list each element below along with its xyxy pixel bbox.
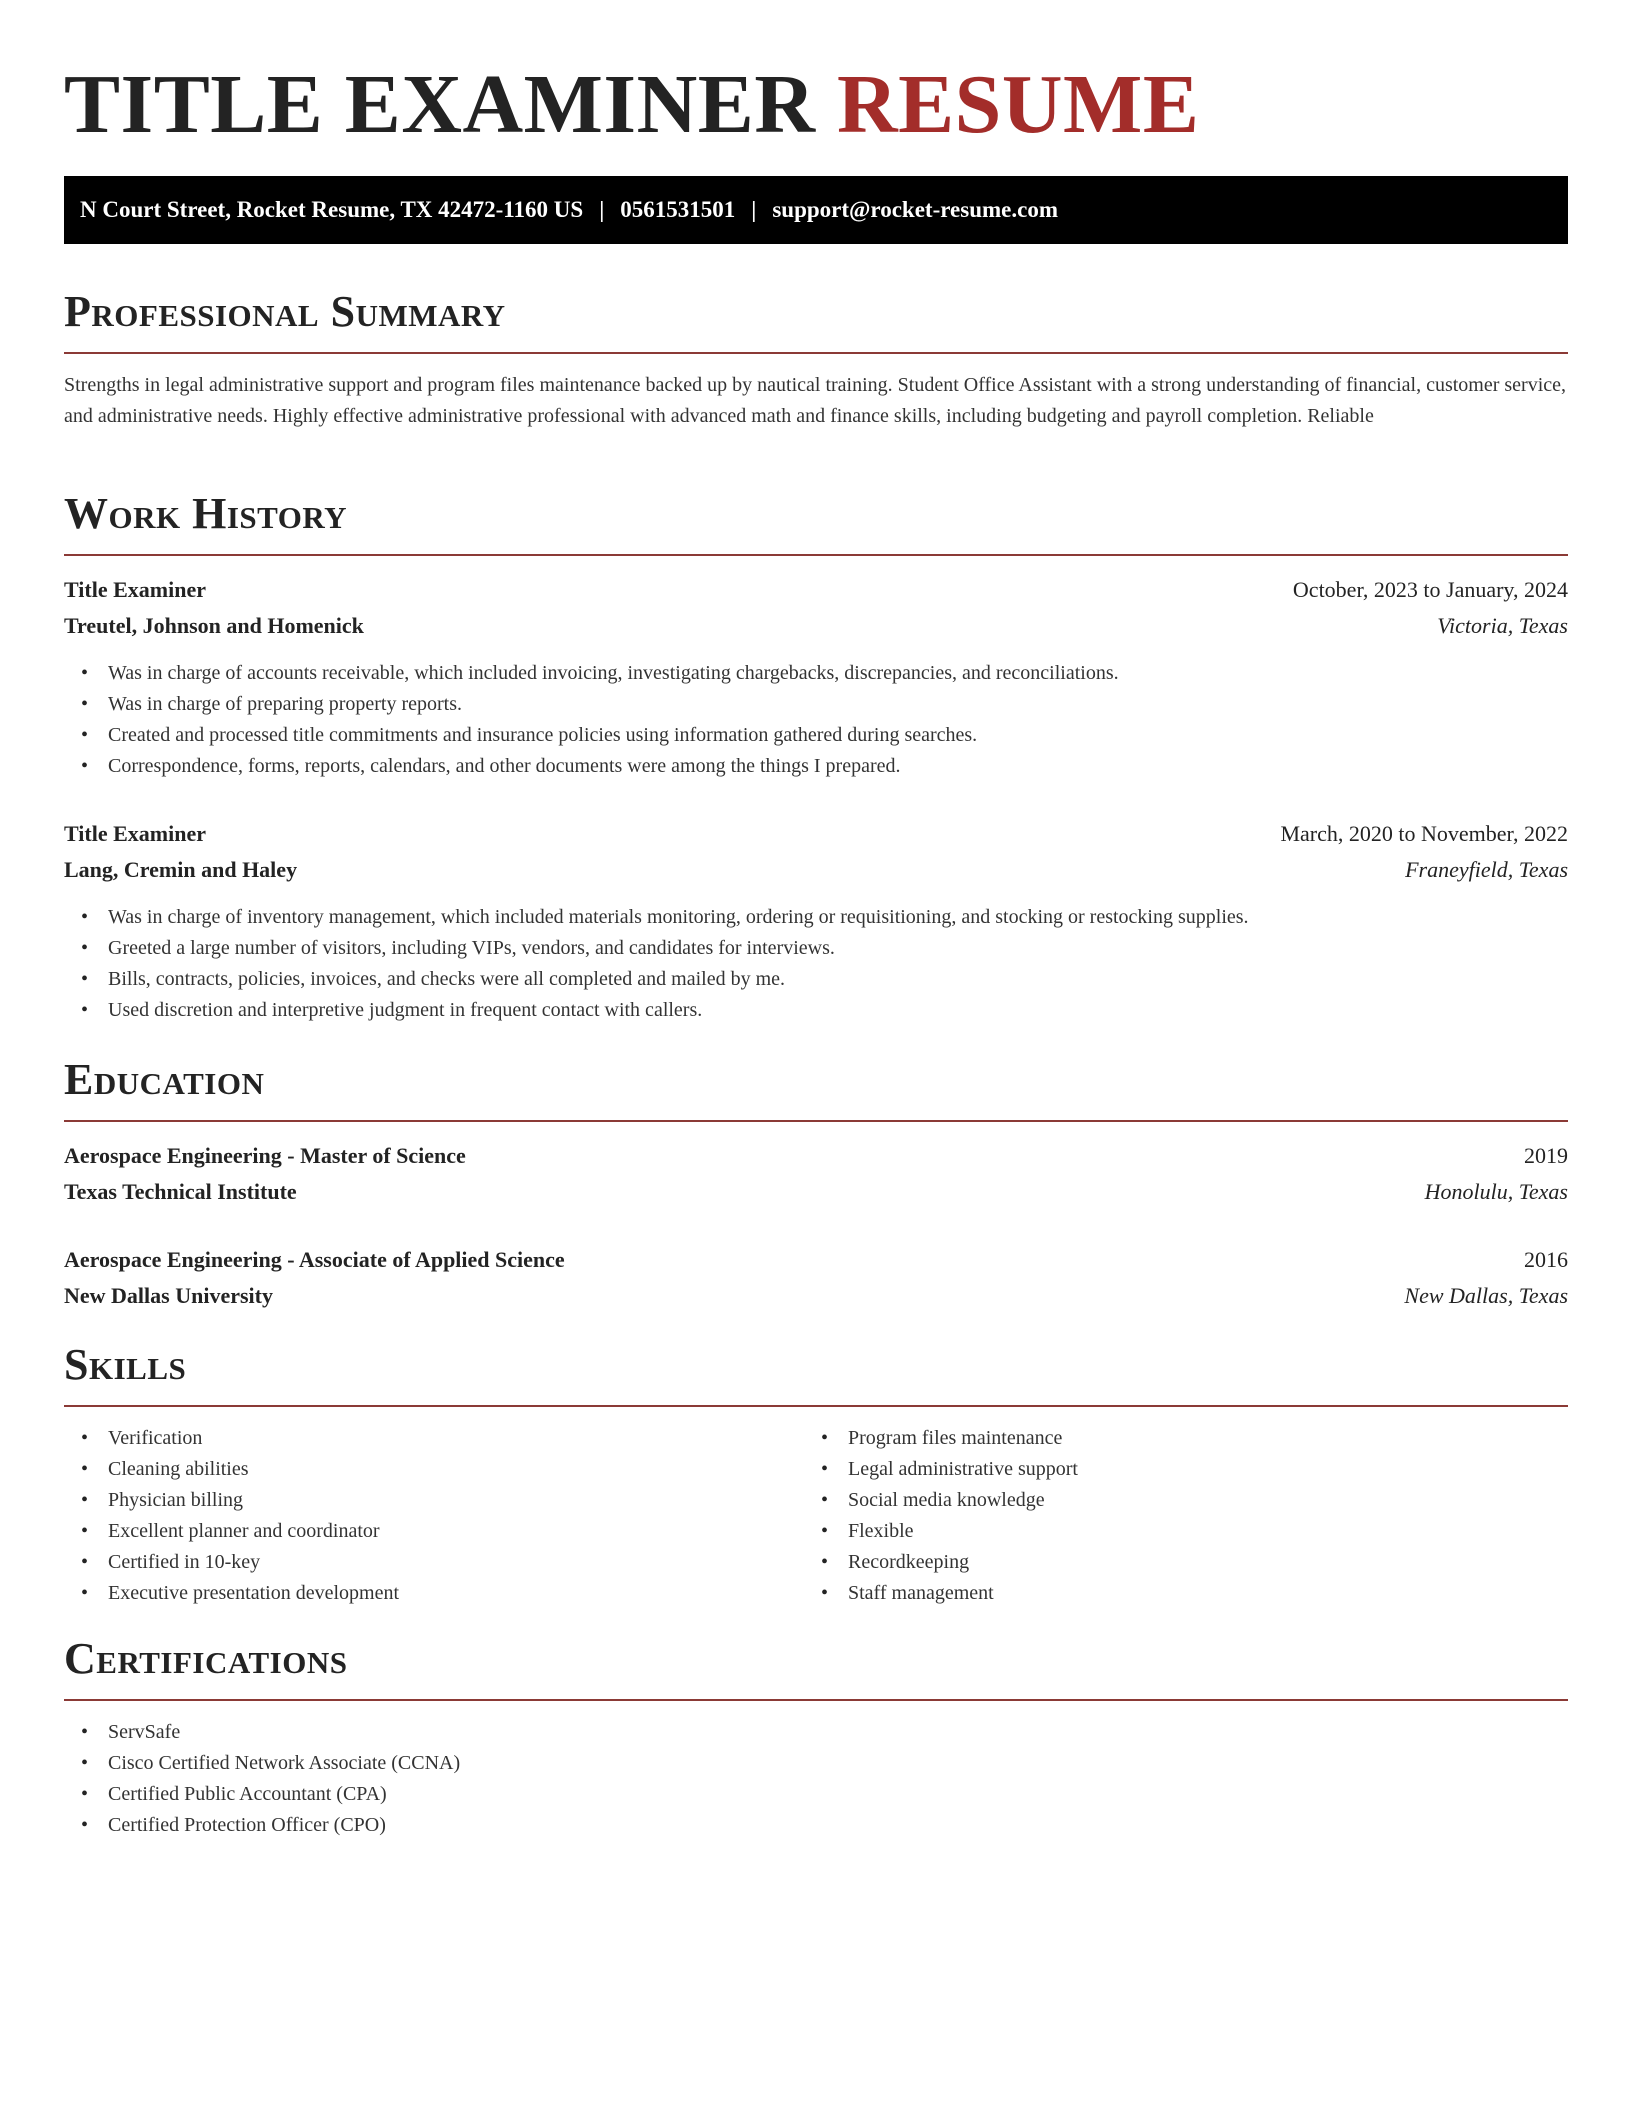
- education-school: New Dallas University: [64, 1283, 273, 1308]
- title-main: TITLE EXAMINER: [64, 58, 816, 151]
- education-header-row: [64, 1138, 1568, 1174]
- education-entry: [64, 1242, 1568, 1314]
- job-duty: • Was in charge of accounts receivable, which included invoicing, investigating chargebacks, discrepancies, and reconciliations.: [64, 658, 1568, 689]
- skill-item: • Verification: [64, 1423, 804, 1454]
- skill-item: • Certified in 10-key: [64, 1547, 804, 1578]
- certifications-section: [64, 1631, 1568, 1841]
- education-degree: Aerospace Engineering - Master of Science: [64, 1143, 466, 1168]
- education-location: Honolulu, Texas: [1424, 1179, 1568, 1204]
- skills-heading: Skills: [64, 1340, 187, 1389]
- job-location: Franeyfield, Texas: [1405, 857, 1568, 882]
- certification-item: • Cisco Certified Network Associate (CCNA): [64, 1748, 1568, 1779]
- skill-item: • Recordkeeping: [804, 1547, 1544, 1578]
- job-duty: • Correspondence, forms, reports, calendars, and other documents were among the things I prepared.: [64, 751, 1568, 782]
- skills-section: [64, 1337, 1568, 1609]
- resume-title: [64, 55, 1199, 155]
- job-company-row: [64, 852, 1568, 888]
- summary-text: Strengths in legal administrative support and program files maintenance backed up by nautical training. Student Office Assistant with a strong understanding of financial, customer service, and administrative needs. Highly effective administrative professional with advanced math and finance skills, including budgeting and payroll completion. Reliable: [64, 374, 1567, 427]
- section-divider: [64, 1405, 1568, 1407]
- job-dates: March, 2020 to November, 2022: [1280, 821, 1568, 846]
- skills-list-right: [804, 1423, 1544, 1609]
- certification-item: • ServSafe: [64, 1717, 1568, 1748]
- skill-item: • Legal administrative support: [804, 1454, 1544, 1485]
- education-section: [64, 1052, 1568, 1122]
- education-school-row: [64, 1278, 1568, 1314]
- education-entry: [64, 1138, 1568, 1210]
- work-history-section: [64, 486, 1568, 556]
- job-duty: • Was in charge of inventory management, which included materials monitoring, ordering or requisitioning, and stocking or restocking supplies.: [64, 902, 1568, 933]
- job-entry: [64, 816, 1568, 1026]
- job-duty: • Created and processed title commitments and insurance policies using information gathered during searches.: [64, 720, 1568, 751]
- certification-item: • Certified Public Accountant (CPA): [64, 1779, 1568, 1810]
- job-company: Treutel, Johnson and Homenick: [64, 613, 364, 638]
- job-title: Title Examiner: [64, 821, 206, 846]
- title-accent: RESUME: [836, 58, 1200, 151]
- job-duty: • Bills, contracts, policies, invoices, and checks were all completed and mailed by me.: [64, 964, 1568, 995]
- education-degree: Aerospace Engineering - Associate of Applied Science: [64, 1247, 565, 1272]
- section-divider: [64, 352, 1568, 354]
- section-divider: [64, 1120, 1568, 1122]
- contact-address: N Court Street, Rocket Resume, TX 42472-1160 US: [80, 197, 584, 222]
- certifications-heading: Certifications: [64, 1634, 348, 1683]
- contact-phone[interactable]: 0561531501: [620, 197, 736, 222]
- skill-item: • Physician billing: [64, 1485, 804, 1516]
- certifications-list: [64, 1717, 1568, 1841]
- section-divider: [64, 1699, 1568, 1701]
- job-duties-list: [64, 658, 1568, 782]
- education-year: 2019: [1524, 1143, 1568, 1168]
- summary-heading: Professional Summary: [64, 287, 506, 336]
- certification-item: • Certified Protection Officer (CPO): [64, 1810, 1568, 1841]
- section-divider: [64, 554, 1568, 556]
- job-company: Lang, Cremin and Haley: [64, 857, 298, 882]
- job-duty: • Greeted a large number of visitors, including VIPs, vendors, and candidates for interviews.: [64, 933, 1568, 964]
- summary-section: [64, 284, 1568, 432]
- job-duty: • Was in charge of preparing property reports.: [64, 689, 1568, 720]
- skill-item: • Social media knowledge: [804, 1485, 1544, 1516]
- contact-bar: [64, 176, 1568, 244]
- job-duty: • Used discretion and interpretive judgment in frequent contact with callers.: [64, 995, 1568, 1026]
- skill-item: • Cleaning abilities: [64, 1454, 804, 1485]
- education-year: 2016: [1524, 1247, 1568, 1272]
- job-duties-list: [64, 902, 1568, 1026]
- job-entry: [64, 572, 1568, 782]
- skill-item: • Program files maintenance: [804, 1423, 1544, 1454]
- contact-email[interactable]: support@rocket-resume.com: [772, 197, 1058, 222]
- contact-separator: |: [599, 197, 605, 222]
- contact-separator: |: [751, 197, 757, 222]
- skill-item: • Staff management: [804, 1578, 1544, 1609]
- skills-columns: [64, 1423, 1568, 1609]
- education-school: Texas Technical Institute: [64, 1179, 297, 1204]
- skill-item: • Flexible: [804, 1516, 1544, 1547]
- education-school-row: [64, 1174, 1568, 1210]
- education-header-row: [64, 1242, 1568, 1278]
- job-title: Title Examiner: [64, 577, 206, 602]
- skill-item: • Executive presentation development: [64, 1578, 804, 1609]
- education-heading: Education: [64, 1055, 265, 1104]
- job-location: Victoria, Texas: [1437, 613, 1568, 638]
- skills-list-left: [64, 1423, 804, 1609]
- education-location: New Dallas, Texas: [1404, 1283, 1568, 1308]
- job-dates: October, 2023 to January, 2024: [1292, 577, 1568, 602]
- skill-item: • Excellent planner and coordinator: [64, 1516, 804, 1547]
- job-header-row: [64, 816, 1568, 852]
- job-header-row: [64, 572, 1568, 608]
- job-company-row: [64, 608, 1568, 644]
- work-history-heading: Work History: [64, 489, 348, 538]
